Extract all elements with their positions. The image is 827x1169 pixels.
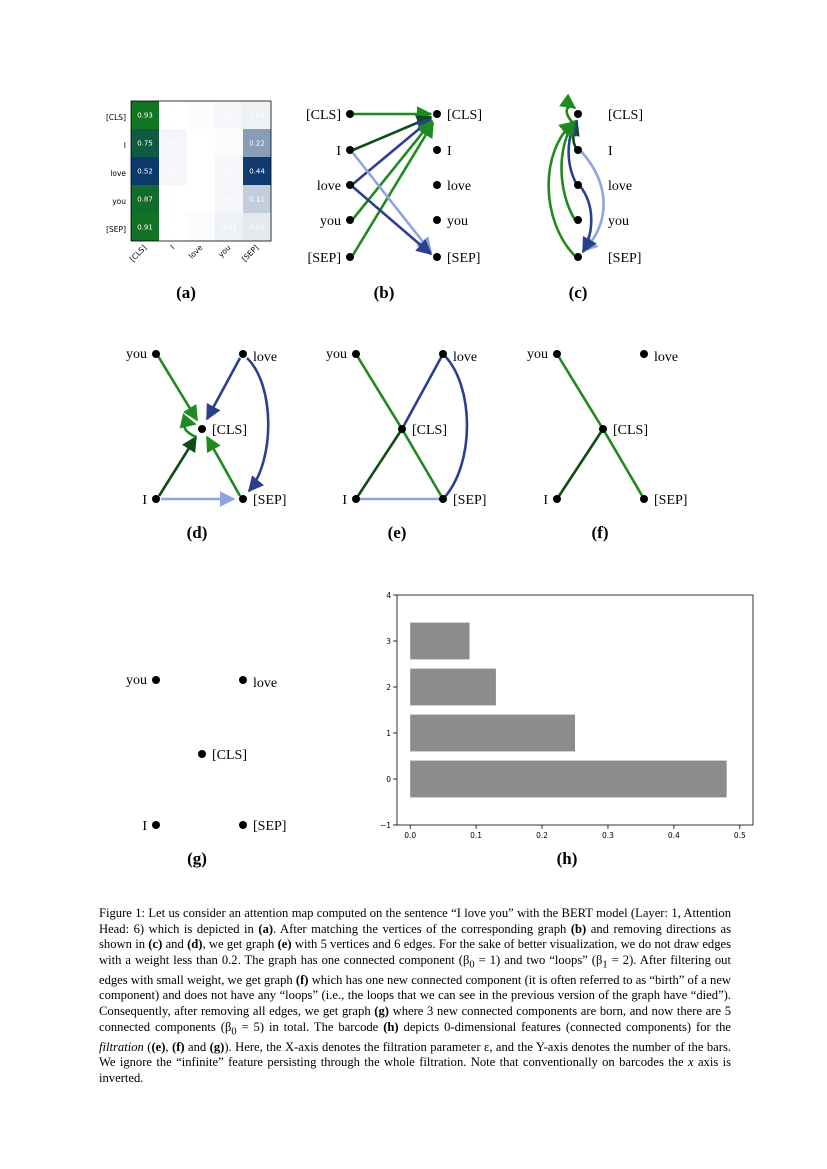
caption-text: axis is inverted. bbox=[99, 1055, 732, 1085]
heatmap-cell-value: 0.44 bbox=[249, 167, 265, 176]
heatmap-cell bbox=[187, 129, 215, 157]
caption-subscript: 1 bbox=[602, 959, 608, 971]
graph-d bbox=[126, 347, 286, 542]
node bbox=[198, 750, 206, 758]
graph-g bbox=[126, 673, 286, 868]
heatmap-col-label: [CLS] bbox=[127, 243, 149, 264]
figure-caption bbox=[99, 906, 731, 1087]
node-label: you bbox=[527, 347, 548, 362]
edge-sep-cls bbox=[353, 123, 433, 255]
node-label: love bbox=[608, 179, 633, 194]
node-label: [SEP] bbox=[447, 251, 481, 266]
panel-label-d: (d) bbox=[186, 523, 208, 542]
caption-ref: (g) bbox=[209, 1039, 225, 1054]
edge-i-cls bbox=[356, 429, 402, 499]
node-label: [SEP] bbox=[608, 251, 642, 266]
heatmap-cell-value: 0.91 bbox=[137, 223, 153, 232]
heatmap-col-labels bbox=[128, 243, 261, 264]
heatmap-col-label: love bbox=[186, 243, 205, 261]
node-label: [SEP] bbox=[253, 819, 287, 834]
heatmap-row-label: [CLS] bbox=[105, 113, 126, 122]
caption-text: and bbox=[162, 937, 188, 952]
heatmap-row-label: you bbox=[112, 197, 126, 206]
caption-text: . After matching the vertices of the corresponding graph bbox=[273, 921, 571, 936]
heatmap-cell-value: 0.11 bbox=[249, 195, 265, 204]
edge-love-cls bbox=[207, 358, 240, 419]
node-label: I bbox=[336, 144, 341, 159]
x-tick-label: 0.2 bbox=[536, 831, 549, 840]
heatmap-row-label: I bbox=[123, 141, 126, 150]
node-label: you bbox=[320, 214, 341, 229]
y-tick-label: 1 bbox=[386, 729, 391, 738]
y-tick-label: 2 bbox=[386, 683, 391, 692]
graph-b bbox=[306, 108, 482, 302]
heatmap-cell-value: 0.01 bbox=[193, 223, 209, 232]
edge-sep-cls bbox=[207, 437, 240, 496]
graph-f bbox=[527, 347, 687, 542]
node bbox=[439, 495, 447, 503]
node-label: I bbox=[142, 493, 147, 508]
panel-label-a: (a) bbox=[176, 283, 196, 302]
heatmap-cell-value: 0.02 bbox=[221, 167, 237, 176]
x-tick-label: 0.5 bbox=[733, 831, 746, 840]
barcode-bar bbox=[410, 715, 575, 752]
heatmap-cell bbox=[187, 157, 215, 185]
node bbox=[439, 350, 447, 358]
node bbox=[553, 350, 561, 358]
heatmap-col-label: [SEP] bbox=[239, 243, 261, 264]
node bbox=[239, 821, 247, 829]
node-label: [SEP] bbox=[654, 493, 688, 508]
x-tick-label: 0.0 bbox=[404, 831, 417, 840]
heatmap-cell-value: 0.22 bbox=[249, 139, 265, 148]
heatmap-cell-value: 0.02 bbox=[221, 195, 237, 204]
caption-text: Figure 1: Let us consider an attention map computed on the sentence “I love you” with the BERT model (Layer: 1, Attention Head: 6) which is depicted in bbox=[99, 906, 731, 936]
node-label: [CLS] bbox=[613, 423, 648, 438]
caption-ref: (e) bbox=[151, 1039, 166, 1054]
node bbox=[152, 676, 160, 684]
caption-ref: (f) bbox=[295, 972, 309, 987]
node bbox=[398, 425, 406, 433]
node-label: you bbox=[326, 347, 347, 362]
caption-text: and bbox=[184, 1039, 210, 1054]
caption-text: , we get graph bbox=[202, 937, 278, 952]
node bbox=[433, 146, 441, 154]
heatmap-cell-value: 0.01 bbox=[221, 139, 237, 148]
node bbox=[574, 110, 582, 118]
caption-subscript: 0 bbox=[231, 1026, 237, 1038]
node bbox=[433, 253, 441, 261]
panel-label-g: (g) bbox=[187, 849, 207, 868]
node bbox=[346, 181, 354, 189]
node bbox=[346, 216, 354, 224]
heatmap-cell-value: 0.87 bbox=[137, 195, 153, 204]
caption-emphasis: filtration bbox=[99, 1039, 144, 1054]
edge-love-sep bbox=[247, 358, 268, 491]
heatmap-row-labels bbox=[106, 113, 126, 234]
node bbox=[346, 253, 354, 261]
heatmap-cell-value: 0.03 bbox=[249, 111, 265, 120]
node-label: you bbox=[126, 673, 147, 688]
edge-sep-cls bbox=[402, 429, 443, 499]
edge-i-sep bbox=[580, 150, 604, 251]
caption-text: , bbox=[165, 1039, 173, 1054]
caption-ref: (c) bbox=[148, 937, 163, 952]
node-label: [CLS] bbox=[212, 748, 247, 763]
node-label: I bbox=[342, 493, 347, 508]
caption-ref: (e) bbox=[277, 937, 292, 952]
node-label: love bbox=[253, 350, 278, 365]
node-label: you bbox=[447, 214, 468, 229]
heatmap-cell bbox=[159, 213, 187, 241]
caption-text: depicts 0-dimensional features (connected components) for the bbox=[398, 1019, 732, 1034]
edge-sep-cls bbox=[603, 429, 644, 499]
node-label: love bbox=[316, 179, 341, 194]
caption-paragraph bbox=[99, 906, 731, 1087]
node bbox=[574, 216, 582, 224]
caption-text: with 5 vertices and 6 edges. For the sake of better visualization, we do not draw edges with a weight less than 0.2. The graph has one connected component (β bbox=[99, 937, 732, 967]
caption-text: = 5) in total. The barcode bbox=[236, 1019, 384, 1034]
caption-ref: (a) bbox=[258, 921, 274, 936]
node-label: [CLS] bbox=[608, 108, 643, 123]
node-label: [CLS] bbox=[212, 423, 247, 438]
x-tick-label: 0.1 bbox=[470, 831, 483, 840]
caption-text: ). Here, the X-axis denotes the filtration parameter ε, and the Y-axis denotes the number of the bars. We ignore the “infinite” feature persisting through the whole filtration. Note that conventionally on barcodes the bbox=[99, 1039, 732, 1070]
node-label: love bbox=[253, 676, 278, 691]
node-label: love bbox=[453, 350, 478, 365]
y-tick-label: 4 bbox=[386, 591, 391, 600]
node-label: I bbox=[142, 819, 147, 834]
node bbox=[433, 181, 441, 189]
self-loop-cls bbox=[185, 423, 196, 437]
node bbox=[574, 181, 582, 189]
edge-love-cls bbox=[402, 354, 443, 429]
heatmap-cell-value: 0.75 bbox=[137, 139, 153, 148]
node bbox=[239, 350, 247, 358]
caption-text: where 3 new connected components are born, and now there are 5 connected components (β bbox=[99, 1004, 731, 1034]
caption-ref: (b) bbox=[570, 921, 587, 936]
x-tick-label: 0.3 bbox=[601, 831, 614, 840]
caption-text: = 1) and two “loops” (β bbox=[474, 952, 603, 967]
node bbox=[152, 495, 160, 503]
heatmap-cell bbox=[187, 185, 215, 213]
heatmap-cell-value: 0.93 bbox=[137, 111, 153, 120]
heatmap-cell-value: 0.52 bbox=[137, 167, 153, 176]
edge-sep-cls bbox=[549, 122, 575, 256]
barcode-chart bbox=[380, 591, 753, 868]
heatmap-col-label: I bbox=[168, 243, 177, 251]
node-label: [CLS] bbox=[412, 423, 447, 438]
edge-i-cls bbox=[557, 429, 603, 499]
node bbox=[152, 350, 160, 358]
heatmap-row-label: [SEP] bbox=[106, 225, 126, 234]
node-label: I bbox=[447, 144, 452, 159]
node bbox=[239, 495, 247, 503]
node-label: love bbox=[654, 350, 679, 365]
caption-text: ( bbox=[143, 1039, 152, 1054]
node bbox=[352, 350, 360, 358]
heatmap-cell bbox=[159, 185, 187, 213]
barcode-bar bbox=[410, 623, 469, 660]
heatmap-cell-value: 0.01 bbox=[193, 111, 209, 120]
y-tick-label: −1 bbox=[379, 821, 391, 830]
heatmap-col-label: you bbox=[216, 243, 233, 260]
panel-label-b: (b) bbox=[373, 283, 395, 302]
edge-you-cls bbox=[158, 356, 197, 420]
node bbox=[599, 425, 607, 433]
caption-ref: (h) bbox=[383, 1019, 399, 1034]
graph-e bbox=[326, 347, 486, 542]
node bbox=[640, 495, 648, 503]
node bbox=[574, 146, 582, 154]
node bbox=[553, 495, 561, 503]
heatmap-cell-value: 0.05 bbox=[249, 223, 265, 232]
chart-y-ticks bbox=[380, 591, 397, 830]
caption-subscript: 0 bbox=[469, 959, 475, 971]
y-tick-label: 3 bbox=[386, 637, 391, 646]
node-label: [SEP] bbox=[453, 493, 487, 508]
node bbox=[352, 495, 360, 503]
chart-x-ticks bbox=[404, 825, 746, 840]
panel-label-e: (e) bbox=[387, 523, 407, 542]
barcode-bar bbox=[410, 669, 496, 706]
heatmap-panel bbox=[106, 101, 271, 302]
caption-ref: (d) bbox=[187, 937, 203, 952]
node bbox=[433, 216, 441, 224]
node-label: you bbox=[126, 347, 147, 362]
heatmap-row-label: love bbox=[110, 169, 126, 178]
caption-ref: (g) bbox=[374, 1004, 389, 1019]
panel-label-h: (h) bbox=[556, 849, 578, 868]
node-label: [SEP] bbox=[307, 251, 341, 266]
node-label: love bbox=[447, 179, 472, 194]
heatmap-cell-value: 0.02 bbox=[165, 167, 181, 176]
edge-you-cls bbox=[356, 354, 402, 429]
graph-c bbox=[549, 106, 643, 302]
node-label: I bbox=[608, 144, 613, 159]
x-tick-label: 0.4 bbox=[667, 831, 680, 840]
node bbox=[346, 110, 354, 118]
node-label: you bbox=[608, 214, 629, 229]
edge-you-cls bbox=[557, 354, 603, 429]
panel-label-c: (c) bbox=[568, 283, 588, 302]
caption-text: which has one new connected component (it is often referred to as “birth” of a new component) and does not have any “loops” (i.e., the loops that we can see in the previous version of the graph have “died”). Consequently, after removing all edges, we get graph bbox=[99, 972, 732, 1019]
node-label: [CLS] bbox=[306, 108, 341, 123]
heatmap-cell-value: 0.02 bbox=[221, 111, 237, 120]
edge-love-cls bbox=[353, 119, 431, 184]
node-label: [SEP] bbox=[253, 493, 287, 508]
node bbox=[152, 821, 160, 829]
caption-text: and removing directions as shown in bbox=[99, 921, 731, 952]
caption-ref: (f) bbox=[172, 1039, 185, 1054]
barcode-bar bbox=[410, 761, 726, 798]
node bbox=[198, 425, 206, 433]
heatmap-cells bbox=[131, 101, 271, 241]
y-tick-label: 0 bbox=[386, 775, 391, 784]
node bbox=[346, 146, 354, 154]
node-label: [CLS] bbox=[447, 108, 482, 123]
heatmap-cell-value: 0.02 bbox=[165, 139, 181, 148]
panel-label-f: (f) bbox=[591, 523, 609, 542]
node bbox=[640, 350, 648, 358]
heatmap-cell-value: 0.03 bbox=[221, 223, 237, 232]
caption-emphasis: x bbox=[687, 1055, 694, 1070]
edge-love-sep bbox=[353, 187, 431, 254]
chart-bars bbox=[410, 623, 726, 798]
node-label: I bbox=[543, 493, 548, 508]
heatmap-cell bbox=[159, 101, 187, 129]
node bbox=[433, 110, 441, 118]
edge-i-cls bbox=[159, 437, 196, 496]
caption-text: = 2). After filtering out edges with small weight, we get graph bbox=[99, 952, 731, 987]
node bbox=[574, 253, 582, 261]
node bbox=[239, 676, 247, 684]
